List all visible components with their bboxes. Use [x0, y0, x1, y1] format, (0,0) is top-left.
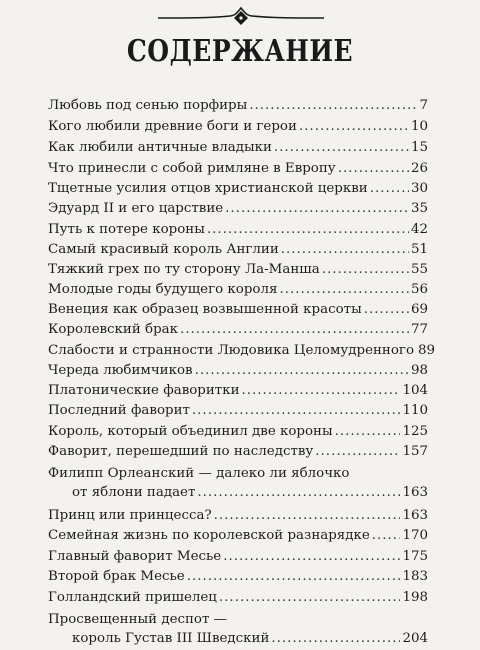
- toc-entry-title: Семейная жизнь по королевской разнарядке: [48, 528, 370, 543]
- toc-entry: [48, 341, 436, 361]
- toc-entry: [48, 280, 428, 300]
- dot-leader: [214, 506, 401, 526]
- toc-entry-page: 56: [410, 282, 428, 297]
- toc-entry-title: Последний фаворит: [48, 403, 190, 418]
- toc-entry-title: король Густав III Шведский: [72, 631, 270, 646]
- toc-entry-title: Путь к потере короны: [48, 222, 205, 237]
- dot-leader: [192, 401, 401, 421]
- toc-entry-title: Главный фаворит Месье: [48, 549, 222, 564]
- toc-entry: [48, 442, 428, 462]
- dot-leader: [195, 361, 409, 381]
- toc-entry: [48, 588, 428, 608]
- toc-entry: [48, 220, 428, 240]
- toc-entry-title: Король, который объединил две короны: [48, 424, 333, 439]
- toc-entry-title: Что принесли с собой римляне в Европу: [48, 161, 336, 176]
- toc-entry-title: Самый красивый король Англии: [48, 242, 279, 257]
- dot-leader: [180, 320, 409, 340]
- dot-leader: [372, 526, 401, 546]
- dot-leader: [223, 547, 400, 567]
- toc-entry-title: Королевский брак: [48, 322, 178, 337]
- toc-entry-title: Просвещенный деспот —: [48, 612, 228, 627]
- toc-entry-page: 175: [402, 549, 428, 564]
- toc-entry: [48, 179, 428, 199]
- toc-entry-page: 51: [410, 242, 428, 257]
- toc-entry-page: 183: [402, 569, 428, 584]
- toc-entry: [48, 260, 428, 280]
- toc-entry-page: 15: [410, 140, 428, 155]
- toc-entry-page: 163: [402, 485, 428, 500]
- toc-entry-title: Платонические фаворитки: [48, 383, 240, 398]
- toc-entry-title: Венеция как образец возвышенной красоты: [48, 302, 362, 317]
- toc-entry-page: 89: [418, 343, 436, 358]
- toc-entry-page: 10: [410, 119, 428, 134]
- dot-leader: [338, 159, 409, 179]
- toc-entry-page: 170: [402, 528, 428, 543]
- toc-entry: [48, 361, 428, 381]
- toc-entry: [48, 96, 428, 116]
- toc-entry-page: 98: [410, 363, 428, 378]
- toc-entry-title: Кого любили древние боги и герои: [48, 119, 297, 134]
- toc-entry-title: Принц или принцесса?: [48, 508, 212, 523]
- toc-entry-title: Молодые годы будущего короля: [48, 282, 278, 297]
- toc-entry-page: 157: [402, 444, 428, 459]
- toc-entry-title: Фаворит, перешедший по наследству: [48, 444, 314, 459]
- toc-entry-title: Голландский пришелец: [48, 590, 217, 605]
- toc-entry: [48, 567, 428, 587]
- dot-leader: [370, 179, 409, 199]
- toc-entry: [48, 300, 428, 320]
- toc-entry: [48, 526, 428, 546]
- toc-entry-title: Череда любимчиков: [48, 363, 193, 378]
- dot-leader: [225, 199, 409, 219]
- toc-entry-page: 77: [410, 322, 428, 337]
- dot-leader: [322, 260, 409, 280]
- toc-entry-title: Как любили античные владыки: [48, 140, 272, 155]
- toc-entry-page: 69: [410, 302, 428, 317]
- toc-entry: [48, 610, 227, 630]
- toc-entry-page: 7: [419, 98, 428, 113]
- toc-entry-title: Второй брак Месье: [48, 569, 185, 584]
- toc-entry-title: Эдуард II и его царствие: [48, 201, 224, 216]
- dot-leader: [207, 220, 409, 240]
- toc-entry: [48, 117, 428, 137]
- dot-leader: [315, 442, 400, 462]
- toc-entry: [72, 483, 428, 503]
- toc-entry: [72, 629, 428, 649]
- dot-leader: [299, 117, 409, 137]
- toc-entry-page: 55: [410, 262, 428, 277]
- toc-entry-title: Тщетные усилия отцов христианской церкви: [48, 181, 368, 196]
- toc-entry-page: 198: [402, 590, 428, 605]
- dot-leader: [187, 567, 401, 587]
- toc-entry: [48, 240, 428, 260]
- toc-entry: [48, 381, 428, 401]
- dot-leader: [364, 300, 409, 320]
- toc-entry-title: Любовь под сенью порфиры: [48, 98, 248, 113]
- dot-leader: [249, 96, 417, 116]
- dot-leader: [335, 422, 401, 442]
- toc-entry-page: 163: [402, 508, 428, 523]
- page-title: СОДЕРЖАНИЕ: [126, 34, 354, 69]
- toc-entry: [48, 320, 428, 340]
- toc-entry-page: 42: [410, 222, 428, 237]
- toc-entry-page: 104: [402, 383, 428, 398]
- toc-entry: [48, 199, 428, 219]
- dot-leader: [271, 629, 400, 649]
- toc-entry-title: Слабости и странности Людовика Целомудренного: [48, 343, 414, 358]
- dot-leader: [242, 381, 401, 401]
- toc-entry-title: от яблони падает: [72, 485, 196, 500]
- toc-entry-page: 204: [402, 631, 428, 646]
- toc-entry-page: 30: [410, 181, 428, 196]
- dot-leader: [197, 483, 400, 503]
- toc-entry: [48, 159, 428, 179]
- toc-entry-page: 110: [402, 403, 428, 418]
- toc-entry: [48, 401, 428, 421]
- toc-entry: [48, 547, 428, 567]
- dot-leader: [219, 588, 401, 608]
- dot-leader: [279, 280, 409, 300]
- toc-entry: [48, 464, 350, 484]
- dot-leader: [281, 240, 409, 260]
- toc-entry-title: Филипп Орлеанский — далеко ли яблочко: [48, 466, 350, 481]
- toc-entry: [48, 506, 428, 526]
- toc-entry: [48, 422, 428, 442]
- toc-entry-title: Тяжкий грех по ту сторону Ла-Манша: [48, 262, 320, 277]
- toc-entry: [48, 138, 428, 158]
- toc-entry-page: 125: [402, 424, 428, 439]
- toc-entry-page: 35: [410, 201, 428, 216]
- toc-entry-page: 26: [410, 161, 428, 176]
- dot-leader: [274, 138, 409, 158]
